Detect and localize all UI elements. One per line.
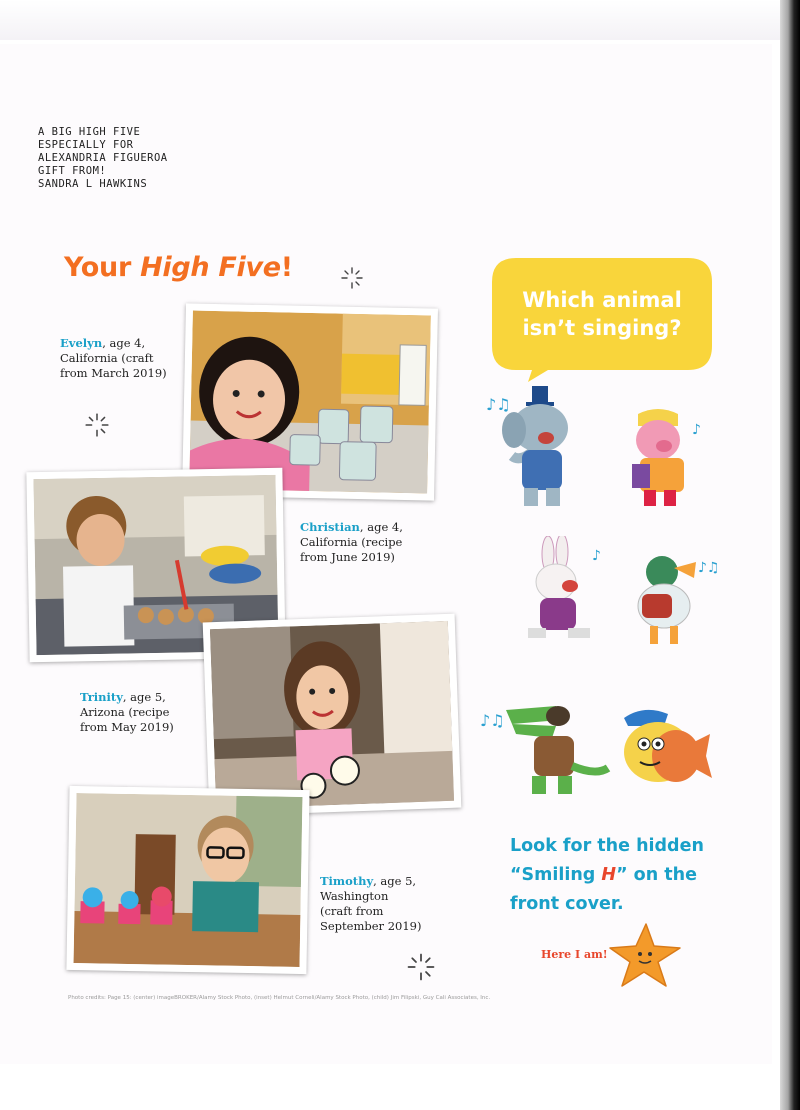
submitter-age: , age 4, xyxy=(359,520,403,534)
submitter-name: Timothy xyxy=(320,874,374,888)
sparkle-icon xyxy=(84,412,110,438)
svg-text:♪♫: ♪♫ xyxy=(698,560,720,576)
pig-singing-icon xyxy=(618,404,718,512)
svg-text:♪: ♪ xyxy=(592,548,601,564)
submitter-name: Trinity xyxy=(80,690,123,704)
mailing-label: A BIG HIGH FIVE ESPECIALLY FOR ALEXANDRIA FIGUEROA GIFT FROM! SANDRA L HAWKINS xyxy=(38,126,168,190)
submitter-detail: (craft from xyxy=(320,904,384,918)
caption-evelyn xyxy=(60,336,167,381)
title-part-3: ! xyxy=(280,252,293,283)
submitter-name: Evelyn xyxy=(60,336,103,350)
submitter-age: , age 4, xyxy=(102,336,146,350)
question-line: isn’t singing? xyxy=(522,316,682,340)
instruction-line: “Smiling xyxy=(510,865,602,885)
pufferfish-icon xyxy=(614,700,714,796)
submitter-detail: from March 2019) xyxy=(60,366,167,380)
submitter-detail: from May 2019) xyxy=(80,720,174,734)
submitter-age: , age 5, xyxy=(373,874,417,888)
submitter-detail: Washington xyxy=(320,889,389,903)
here-i-am-label: Here I am! xyxy=(541,948,608,961)
submitter-detail: California (craft xyxy=(60,351,154,365)
svg-text:♪: ♪ xyxy=(692,422,701,438)
submitter-name: Christian xyxy=(300,520,360,534)
starfish-icon xyxy=(608,922,682,988)
hidden-h-instructions xyxy=(510,832,730,919)
sparkle-icon xyxy=(340,266,364,290)
submitter-detail: from June 2019) xyxy=(300,550,395,564)
instruction-line: Look for the hidden xyxy=(510,836,704,856)
rabbit-singing-icon xyxy=(514,536,618,652)
elephant-singing-icon xyxy=(482,384,594,512)
scan-top-margin xyxy=(0,0,800,40)
puzzle-question xyxy=(500,286,704,342)
submitter-detail: Arizona (recipe xyxy=(80,705,170,719)
photo-timothy xyxy=(66,786,309,974)
scan-edge xyxy=(780,0,800,1110)
title-part-2: High Five xyxy=(140,252,281,283)
crocodile-singing-icon xyxy=(476,696,614,804)
caption-trinity xyxy=(80,690,174,735)
title-part-1: Your xyxy=(64,252,141,283)
section-title xyxy=(64,252,293,283)
instruction-line: ” on the xyxy=(616,865,697,885)
photo-credits: Photo credits: Page 15: (center) imageBROKER/Alamy Stock Photo, (inset) Helmut Corneli/Alamy Stock Photo, (child) Jim Filipski, Guy Cali Associates, Inc. xyxy=(68,995,491,1001)
svg-text:♪♫: ♪♫ xyxy=(480,711,505,730)
submitter-age: , age 5, xyxy=(122,690,166,704)
submitter-detail: September 2019) xyxy=(320,919,422,933)
smiling-h-icon: H xyxy=(601,865,617,885)
duck-singing-icon xyxy=(622,546,722,656)
sparkle-icon xyxy=(406,952,436,982)
instruction-line: front cover. xyxy=(510,894,624,914)
caption-christian xyxy=(300,520,403,565)
caption-timothy xyxy=(320,874,421,934)
submitter-detail: California (recipe xyxy=(300,535,403,549)
photo-trinity xyxy=(203,614,462,817)
svg-text:♪♫: ♪♫ xyxy=(486,395,511,414)
question-line: Which animal xyxy=(522,288,682,312)
